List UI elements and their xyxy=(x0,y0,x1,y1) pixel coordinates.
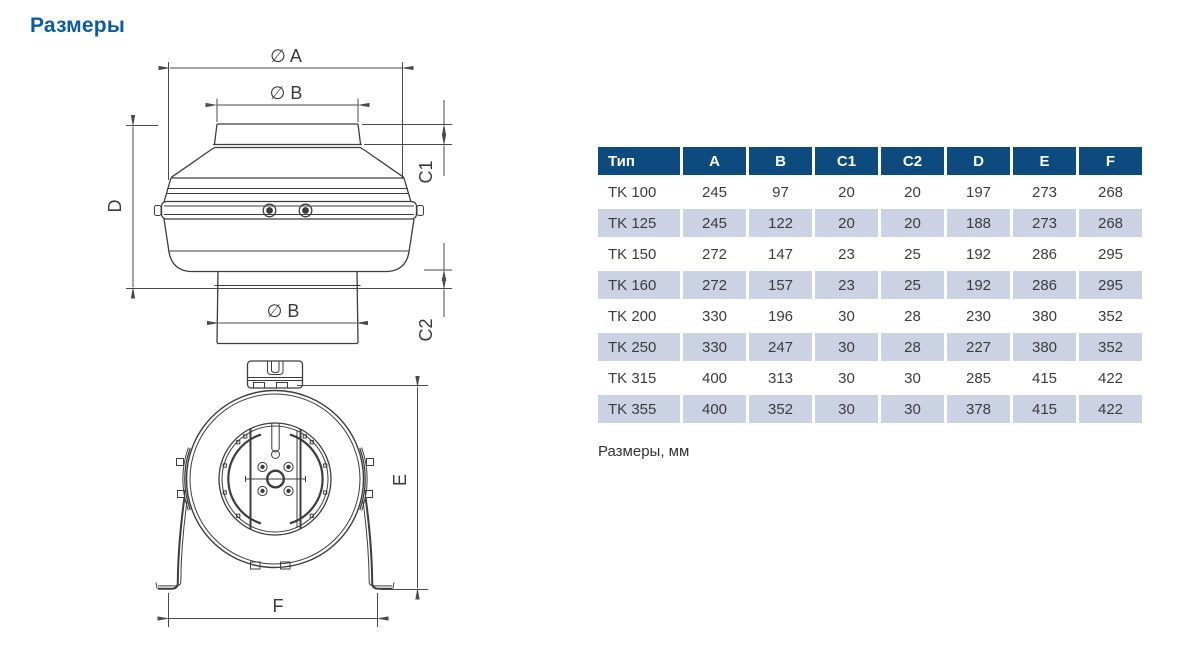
dim-e-label: E xyxy=(390,473,410,487)
dim-a xyxy=(169,46,403,180)
value-cell: 415 xyxy=(1013,364,1076,392)
value-cell: 192 xyxy=(947,271,1010,299)
row-type-cell: TK 160 xyxy=(598,271,680,299)
row-type-cell: TK 200 xyxy=(598,302,680,330)
row-type-cell: TK 355 xyxy=(598,395,680,423)
row-type-cell: TK 100 xyxy=(598,178,680,206)
value-cell: 295 xyxy=(1079,240,1142,268)
value-cell: 147 xyxy=(749,240,812,268)
dim-a-label: ∅ A xyxy=(270,46,302,66)
value-cell: 352 xyxy=(749,395,812,423)
value-cell: 422 xyxy=(1079,395,1142,423)
value-cell: 30 xyxy=(815,302,878,330)
column-header-a: A xyxy=(683,147,746,175)
dimension-diagram xyxy=(0,40,580,660)
value-cell: 227 xyxy=(947,333,1010,361)
dim-c1-label: C1 xyxy=(416,160,436,184)
terminal-box xyxy=(248,361,303,388)
table-caption: Размеры, мм xyxy=(598,443,690,460)
value-cell: 97 xyxy=(749,178,812,206)
value-cell: 28 xyxy=(881,333,944,361)
value-cell: 380 xyxy=(1013,302,1076,330)
value-cell: 273 xyxy=(1013,178,1076,206)
dim-c1 xyxy=(362,100,452,184)
dimensions-table xyxy=(598,147,1142,423)
value-cell: 268 xyxy=(1079,209,1142,237)
value-cell: 197 xyxy=(947,178,1010,206)
dim-b-top xyxy=(217,83,358,122)
dim-d-label: D xyxy=(105,199,125,213)
value-cell: 286 xyxy=(1013,240,1076,268)
value-cell: 188 xyxy=(947,209,1010,237)
front-view xyxy=(156,361,428,627)
value-cell: 352 xyxy=(1079,302,1142,330)
value-cell: 415 xyxy=(1013,395,1076,423)
value-cell: 378 xyxy=(947,395,1010,423)
value-cell: 20 xyxy=(815,178,878,206)
row-type-cell: TK 315 xyxy=(598,364,680,392)
value-cell: 272 xyxy=(683,240,746,268)
dim-c2 xyxy=(126,243,452,342)
value-cell: 122 xyxy=(749,209,812,237)
value-cell: 295 xyxy=(1079,271,1142,299)
page-title: Размеры xyxy=(30,14,125,37)
value-cell: 313 xyxy=(749,364,812,392)
diagram-svg xyxy=(0,40,580,660)
value-cell: 28 xyxy=(881,302,944,330)
value-cell: 247 xyxy=(749,333,812,361)
column-header-d: D xyxy=(947,147,1010,175)
value-cell: 422 xyxy=(1079,364,1142,392)
row-type-cell: TK 125 xyxy=(598,209,680,237)
value-cell: 245 xyxy=(683,178,746,206)
dim-f xyxy=(169,593,378,627)
value-cell: 20 xyxy=(881,209,944,237)
dim-c2-label: C2 xyxy=(416,318,436,342)
row-type-cell: TK 150 xyxy=(598,240,680,268)
value-cell: 352 xyxy=(1079,333,1142,361)
value-cell: 23 xyxy=(815,271,878,299)
value-cell: 157 xyxy=(749,271,812,299)
value-cell: 25 xyxy=(881,240,944,268)
value-cell: 196 xyxy=(749,302,812,330)
column-header-type: Тип xyxy=(598,147,680,175)
dim-d xyxy=(105,126,158,288)
value-cell: 245 xyxy=(683,209,746,237)
value-cell: 400 xyxy=(683,364,746,392)
fan-front-body xyxy=(177,391,374,570)
value-cell: 268 xyxy=(1079,178,1142,206)
value-cell: 20 xyxy=(815,209,878,237)
value-cell: 20 xyxy=(881,178,944,206)
value-cell: 23 xyxy=(815,240,878,268)
value-cell: 30 xyxy=(815,395,878,423)
value-cell: 272 xyxy=(683,271,746,299)
column-header-c2: C2 xyxy=(881,147,944,175)
value-cell: 380 xyxy=(1013,333,1076,361)
value-cell: 330 xyxy=(683,302,746,330)
dim-b-bottom-label: ∅ B xyxy=(266,301,300,321)
dim-b-top-label: ∅ B xyxy=(269,83,303,103)
column-header-f: F xyxy=(1079,147,1142,175)
value-cell: 25 xyxy=(881,271,944,299)
value-cell: 30 xyxy=(881,395,944,423)
value-cell: 286 xyxy=(1013,271,1076,299)
side-view xyxy=(105,46,452,344)
clamp-tab xyxy=(367,459,374,466)
value-cell: 330 xyxy=(683,333,746,361)
column-header-c1: C1 xyxy=(815,147,878,175)
value-cell: 30 xyxy=(815,333,878,361)
value-cell: 30 xyxy=(815,364,878,392)
value-cell: 400 xyxy=(683,395,746,423)
clamp-ear-left xyxy=(155,206,162,216)
value-cell: 192 xyxy=(947,240,1010,268)
dimensions-table-section xyxy=(598,147,1142,423)
value-cell: 273 xyxy=(1013,209,1076,237)
clamp-tab xyxy=(177,459,184,466)
dim-f-label: F xyxy=(272,596,284,616)
value-cell: 285 xyxy=(947,364,1010,392)
value-cell: 30 xyxy=(881,364,944,392)
row-type-cell: TK 250 xyxy=(598,333,680,361)
value-cell: 230 xyxy=(947,302,1010,330)
dim-b-bottom xyxy=(219,301,357,323)
column-header-b: B xyxy=(749,147,812,175)
clamp-ear-right xyxy=(417,206,424,216)
column-header-e: E xyxy=(1013,147,1076,175)
impeller xyxy=(223,424,327,530)
